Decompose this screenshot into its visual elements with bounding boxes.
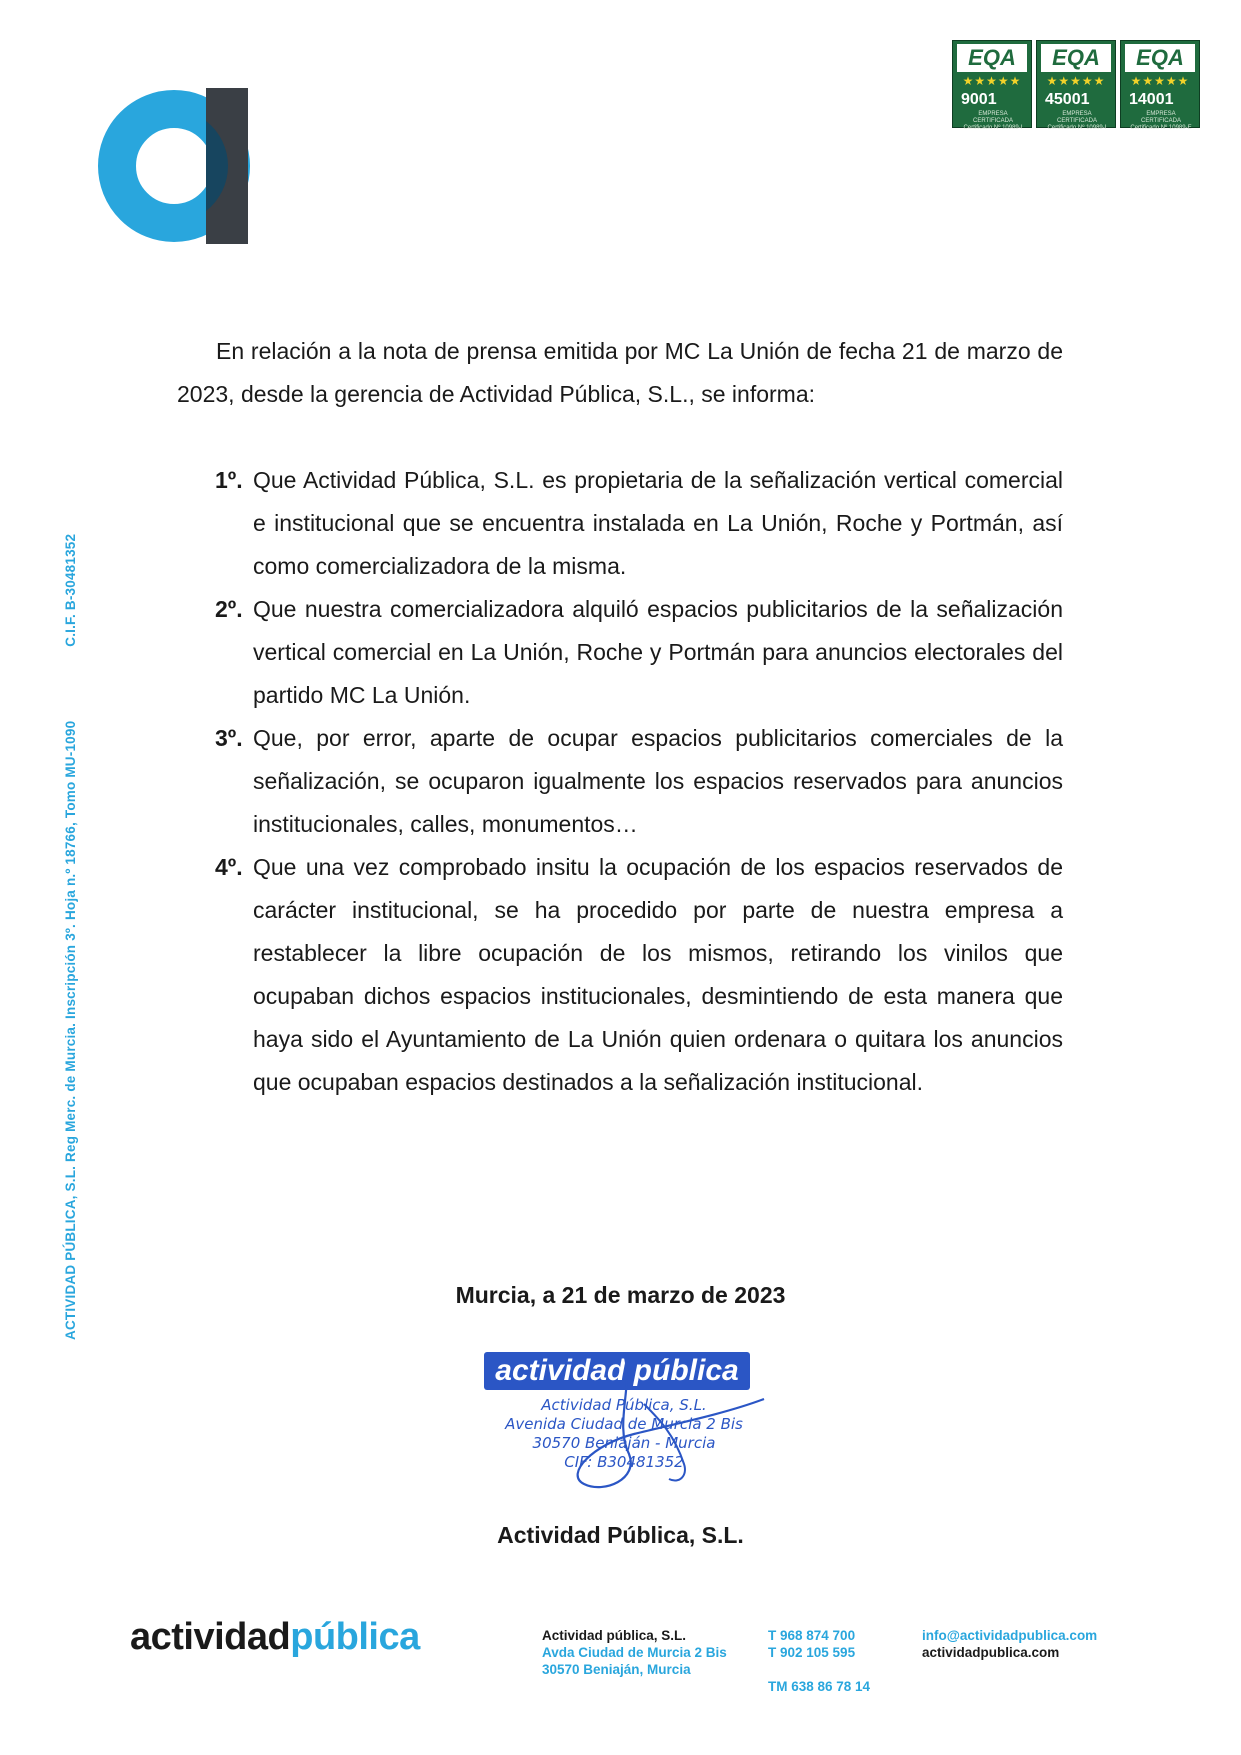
stars-icon: ★★★★★ (1046, 74, 1106, 88)
footer-mobile: TM 638 86 78 14 (768, 1679, 871, 1694)
item-text: Que Actividad Pública, S.L. es propietaria de la señalización vertical comercial e institucional que se encuentra instalada en La Unión, Roche y Portmán, así como comercializadora de la misma. (253, 467, 1063, 579)
company-stamp (474, 1344, 774, 1494)
stamp-line: Actividad Pública, S.L. (541, 1396, 707, 1414)
stamp-line: CIF: B30481352 (564, 1453, 684, 1471)
footer-website-link[interactable]: actividadpublica.com (922, 1645, 1060, 1660)
eqa-45001-badge (1036, 40, 1116, 131)
eqa-14001-badge (1120, 40, 1200, 131)
list-item (177, 588, 1063, 717)
cert-number: 14001 (1129, 91, 1174, 108)
item-text: Que nuestra comercializadora alquiló espacios publicitarios de la señalización vertical comercial en La Unión, Roche y Portmán para anuncios electorales del partido MC La Unión. (253, 596, 1063, 708)
cif-text: C.I.F. B-30481352 (63, 533, 78, 647)
footer-company: Actividad pública, S.L. (542, 1628, 687, 1643)
stamp-line: Avenida Ciudad de Murcia 2 Bis (505, 1415, 743, 1433)
eqa-logo: EQA (1041, 44, 1111, 72)
registry-side-text (63, 534, 78, 1340)
item-text: Que una vez comprobado insitu la ocupación de los espacios reservados de carácter institucional, se ha procedido por parte de nuestra empresa a restablecer la libre ocupación de los mismos, retirando los vinilos que ocupaban dichos espacios institucionales, desmintiendo de esta manera que haya sido el Ayuntamiento de La Unión quien ordenara o quitara los anuncios que ocupaban espacios destinados a la señalización institucional. (253, 854, 1063, 1095)
item-number: 4º. (215, 854, 243, 880)
item-text: Que, por error, aparte de ocupar espacios publicitarios comerciales de la señalización, se ocuparon igualmente los espacios reservados para anuncios institucionales, calles, monumentos… (253, 725, 1063, 837)
eqa-logo: EQA (957, 44, 1027, 72)
letter-body (177, 330, 1063, 1104)
cert-caption: EMPRESA CERTIFICADA Certificado Nº 10989-E (1130, 111, 1192, 131)
certification-badges (952, 40, 1204, 131)
footer-phones (768, 1627, 870, 1695)
cert-caption: EMPRESA CERTIFICADA Certificado Nº 10989-I (1047, 111, 1107, 131)
eqa-9001-badge (952, 40, 1032, 131)
list-item (177, 846, 1063, 1104)
footer-address-line: Avda Ciudad de Murcia 2 Bis (542, 1645, 727, 1660)
list-item (177, 459, 1063, 588)
footer-brand-logo: actividadpública (130, 1616, 420, 1658)
item-number: 3º. (215, 725, 243, 751)
stars-icon: ★★★★★ (1130, 74, 1190, 88)
stamp-title: actividad pública (484, 1352, 750, 1390)
signer-name: Actividad Pública, S.L. (497, 1522, 744, 1548)
actividad-publica-logo-icon (98, 86, 258, 246)
footer-contact (922, 1627, 1097, 1661)
cert-number: 9001 (961, 91, 997, 108)
eqa-logo: EQA (1125, 44, 1195, 72)
cert-caption: EMPRESA CERTIFICADA Certificado Nº 10989-I (963, 111, 1023, 131)
registry-text: ACTIVIDAD PÚBLICA, S.L. Reg Merc. de Murcia. Inscripción 3º. Hoja n.º 18766, Tomo MU-1090 (63, 720, 78, 1340)
letter-intro: En relación a la nota de prensa emitida por MC La Unión de fecha 21 de marzo de 2023, desde la gerencia de Actividad Pública, S.L., se informa: (177, 338, 1063, 407)
item-number: 1º. (215, 467, 243, 493)
footer-address (542, 1627, 727, 1678)
footer-phone: T 902 105 595 (768, 1645, 856, 1660)
footer-address-line: 30570 Beniaján, Murcia (542, 1662, 691, 1677)
stars-icon: ★★★★★ (962, 74, 1022, 88)
date-line: Murcia, a 21 de marzo de 2023 (455, 1282, 786, 1308)
cert-number: 45001 (1045, 91, 1090, 108)
footer-phone: T 968 874 700 (768, 1628, 856, 1643)
stamp-line: 30570 Beniaján - Murcia (532, 1434, 716, 1452)
list-item (177, 717, 1063, 846)
item-number: 2º. (215, 596, 243, 622)
handwritten-signature (474, 1344, 774, 1494)
footer-email-link[interactable]: info@actividadpublica.com (922, 1628, 1098, 1643)
